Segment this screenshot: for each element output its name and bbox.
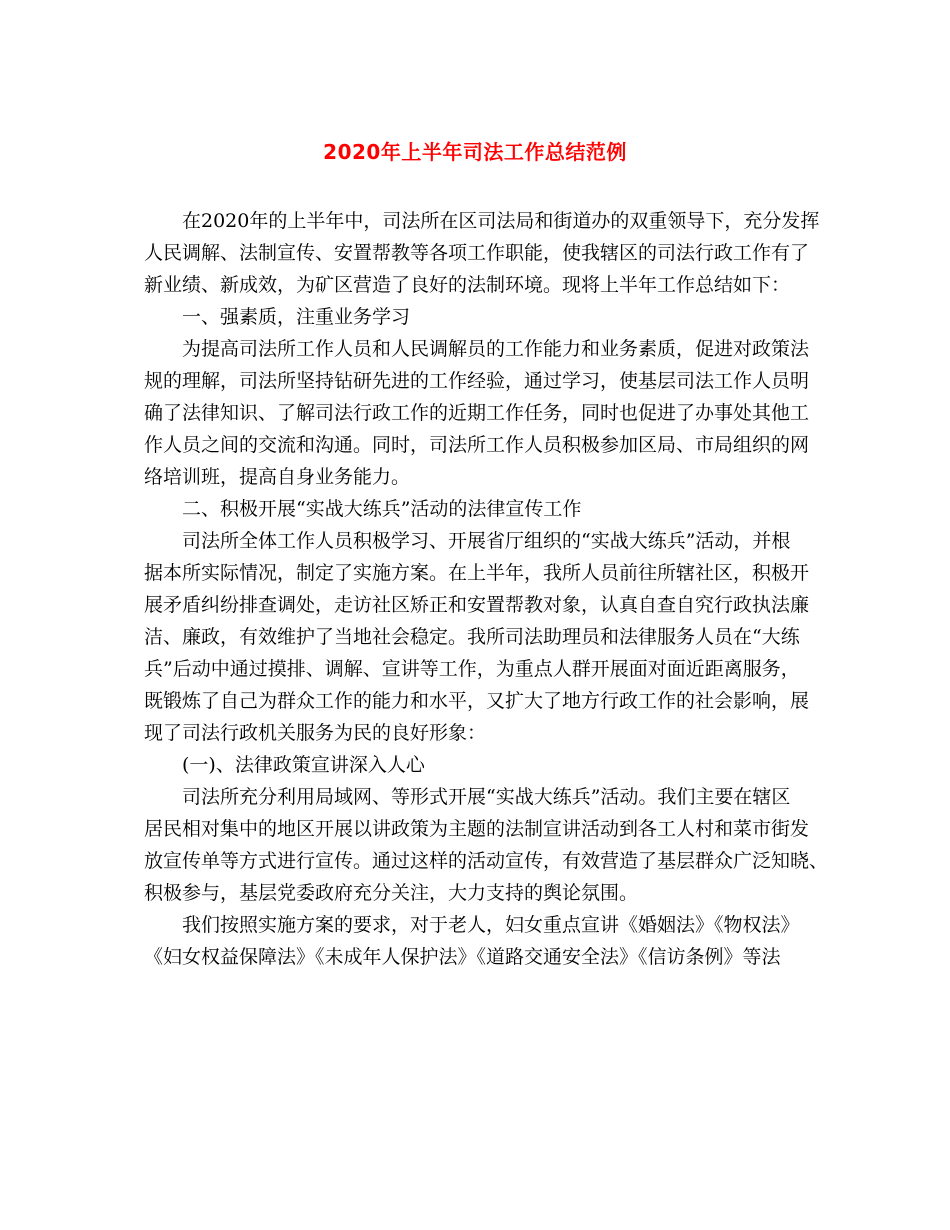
- text-line: 放宣传单等方式进行宣传。通过这样的活动宣传，有效营造了基层群众广泛知晓、: [144, 850, 829, 872]
- text-line: 洁、廉政，有效维护了当地社会稳定。我所司法助理员和法律服务人员在“大练: [144, 626, 800, 648]
- paragraph: [144, 525, 808, 749]
- text-line: 作人员之间的交流和沟通。同时，司法所工作人员积极参加区局、市局组织的网: [144, 434, 810, 456]
- section-heading: [144, 301, 808, 333]
- text-line: 我们按照实施方案的要求，对于老人，妇女重点宣讲《婚姻法》《物权法》: [182, 914, 800, 936]
- page-title: 2020年上半年司法工作总结范例: [323, 140, 627, 164]
- text-line: 规的理解，司法所坚持钻研先进的工作经验，通过学习，使基层司法工作人员明: [144, 370, 810, 392]
- text-line: 居民相对集中的地区开展以讲政策为主题的法制宣讲活动到各工人村和菜市街发: [144, 818, 810, 840]
- paragraph: [144, 205, 820, 301]
- text-line: 兵”后动中通过摸排、调解、宣讲等工作，为重点人群开展面对面近距离服务，: [144, 658, 800, 680]
- text-line: 既锻炼了自己为群众工作的能力和水平，又扩大了地方行政工作的社会影响，展: [144, 690, 810, 712]
- text-line: 络培训班，提高自身业务能力。: [144, 466, 411, 488]
- document-body: [144, 205, 829, 973]
- text-line: 现了司法行政机关服务为民的良好形象：: [144, 722, 487, 744]
- paragraph: [144, 781, 829, 909]
- text-line: 积极参与，基层党委政府充分关注，大力支持的舆论氛围。: [144, 882, 639, 904]
- text-line: 为提高司法所工作人员和人民调解员的工作能力和业务素质，促进对政策法: [182, 338, 810, 360]
- text-line: 据本所实际情况，制定了实施方案。在上半年，我所人员前往所辖社区，积极开: [144, 562, 810, 584]
- text-line: 一、强素质，注重业务学习: [182, 306, 411, 328]
- text-line: 新业绩、新成效，为矿区营造了良好的法制环境。现将上半年工作总结如下：: [144, 274, 791, 296]
- text-line: 二、积极开展“实战大练兵”活动的法律宣传工作: [182, 498, 582, 520]
- text-line: 司法所全体工作人员积极学习、开展省厅组织的“实战大练兵”活动，并根: [182, 530, 791, 552]
- paragraph: [144, 333, 808, 493]
- section-heading: [144, 749, 808, 781]
- text-line: 展矛盾纠纷排查调处，走访社区矫正和安置帮教对象，认真自查自究行政执法廉: [144, 594, 810, 616]
- paragraph: [144, 909, 808, 973]
- text-line: 《妇女权益保障法》《未成年人保护法》《道路交通安全法》《信访条例》等法: [144, 946, 781, 968]
- section-heading: [144, 493, 808, 525]
- text-line: 司法所充分利用局域网、等形式开展“实战大练兵”活动。我们主要在辖区: [182, 786, 791, 808]
- text-line: 确了法律知识、了解司法行政工作的近期工作任务，同时也促进了办事处其他工: [144, 402, 810, 424]
- text-line: (一)、法律政策宣讲深入人心: [182, 754, 425, 776]
- text-line: 在2020年的上半年中，司法所在区司法局和街道办的双重领导下，充分发挥: [182, 210, 820, 232]
- text-line: 人民调解、法制宣传、安置帮教等各项工作职能，使我辖区的司法行政工作有了: [144, 242, 810, 264]
